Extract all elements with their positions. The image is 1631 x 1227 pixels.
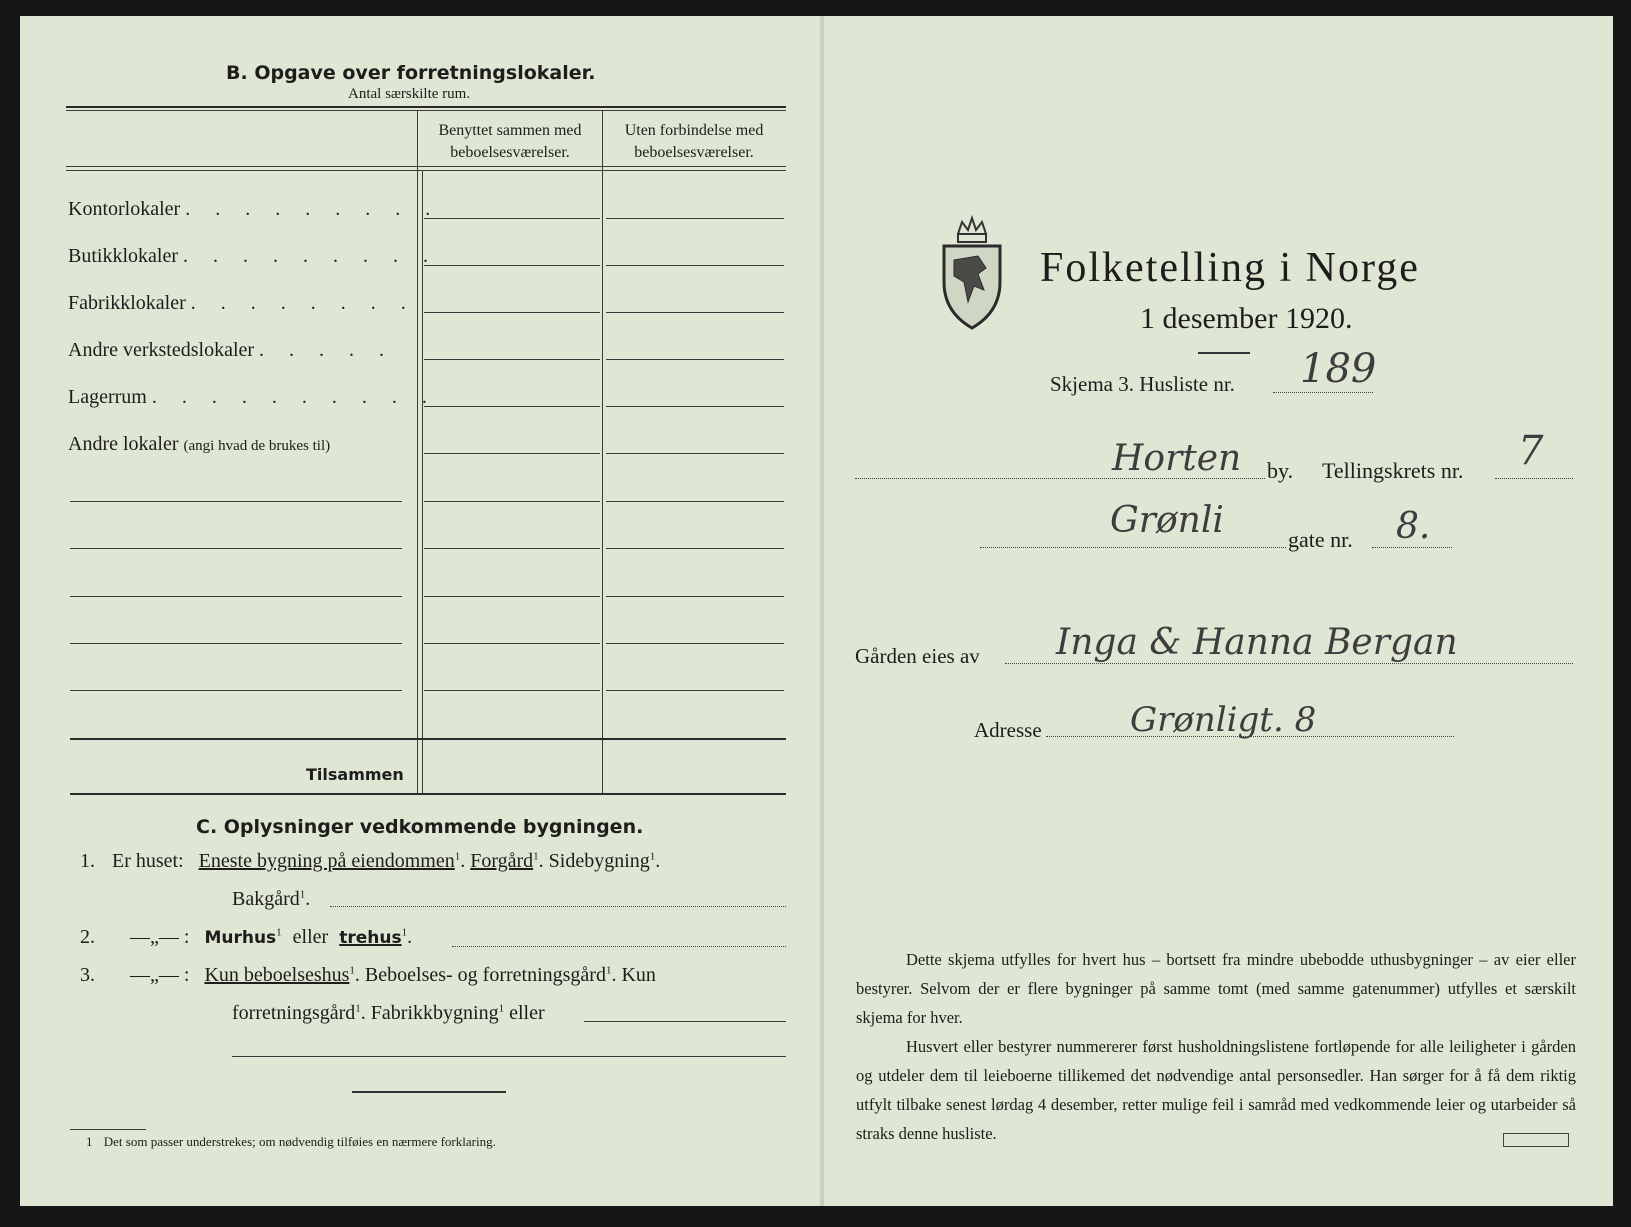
col2-header-line2: beboelsesværelser. bbox=[634, 144, 754, 161]
krets-line bbox=[1495, 478, 1573, 479]
cell-rule bbox=[424, 643, 600, 644]
krets-label: Tellingskrets nr. bbox=[1322, 458, 1464, 483]
cell-rule bbox=[424, 690, 600, 691]
cell-rule bbox=[606, 548, 784, 549]
footnote-text: Det som passer understrekes; om nødvendig tilføies en nærmere forklaring. bbox=[103, 1134, 496, 1149]
instruction-paragraph-1: Dette skjema utfylles for hvert hus – bortsett fra mindre ubebodde uthusbygninger – av eier eller bestyrer. Selvom der er flere bygninger på samme tomt (med samme gatenummer) utfylles et særskilt skjema for hver. bbox=[856, 950, 1576, 1027]
item-3-option-f: eller bbox=[509, 1002, 545, 1024]
total-rule-top bbox=[70, 738, 786, 740]
skjema-label: Skjema 3. Husliste nr. bbox=[1050, 372, 1235, 396]
item-1-option-b: Forgård$^1$. bbox=[470, 850, 544, 872]
item-2-question: —„— : bbox=[130, 926, 190, 948]
header-rule bbox=[66, 166, 786, 167]
cell-rule bbox=[606, 218, 784, 219]
item-2 bbox=[80, 926, 412, 949]
cell-rule bbox=[606, 690, 784, 691]
option-text: Eneste bygning på eiendommen bbox=[198, 850, 455, 872]
footnote-mark: 1 bbox=[349, 964, 355, 977]
by-label: by. bbox=[1267, 458, 1294, 483]
cell-rule bbox=[606, 453, 784, 454]
row-label-text: Butikklokaler bbox=[68, 245, 178, 267]
option-text: Fabrikkbygning bbox=[370, 1002, 499, 1024]
cell-rule bbox=[606, 406, 784, 407]
cell-rule bbox=[424, 359, 600, 360]
table-top-rule-2 bbox=[66, 110, 786, 111]
cell-rule bbox=[424, 596, 600, 597]
leader-dots: . . . . . . . . bbox=[190, 292, 416, 314]
item-3-option-e bbox=[371, 1002, 504, 1024]
cell-rule bbox=[424, 406, 600, 407]
eier-value[interactable]: Inga & Hanna Bergan bbox=[1056, 622, 1458, 663]
cell-rule bbox=[424, 312, 600, 313]
gate-nr-value[interactable]: 8. bbox=[1396, 506, 1431, 547]
cell-rule bbox=[424, 501, 600, 502]
census-date: 1 desember 1920. bbox=[1140, 302, 1353, 335]
cell-rule bbox=[424, 218, 600, 219]
cell-rule bbox=[606, 312, 784, 313]
item-3-option-b: Beboelses- og forretningsgård$^1$. bbox=[364, 964, 617, 986]
leader-dots: . . . . . . . . . bbox=[182, 245, 438, 267]
row-butikklokaler bbox=[68, 245, 438, 268]
table-top-rule bbox=[66, 106, 786, 108]
row-note: (angi hvad de brukes til) bbox=[183, 438, 331, 454]
gate-line bbox=[980, 547, 1286, 548]
title-rule bbox=[1198, 352, 1250, 354]
item-3-option-a: Kun beboelseshus$^1$. bbox=[204, 964, 360, 986]
adresse-label: Adresse bbox=[974, 718, 1042, 742]
section-b-title: B. Opgave over forretningslokaler. bbox=[226, 62, 596, 84]
eier-label: Gården eies av bbox=[855, 644, 980, 668]
fill-line bbox=[584, 1021, 786, 1022]
item-1 bbox=[80, 850, 790, 873]
col1-header-line1: Benyttet sammen med bbox=[438, 122, 582, 139]
option-text: Beboelses- og forretningsgård bbox=[364, 964, 606, 986]
item-3 bbox=[80, 964, 790, 987]
footnote-mark: 1 bbox=[454, 850, 461, 863]
cell-rule bbox=[606, 596, 784, 597]
fill-line bbox=[232, 1056, 786, 1057]
option-text: Bakgård bbox=[232, 888, 300, 910]
option-text: Forgård bbox=[470, 850, 534, 872]
option-text: Kun beboelseshus bbox=[204, 964, 350, 986]
item-1-num: 1. bbox=[80, 850, 95, 872]
eier-line bbox=[1005, 663, 1573, 664]
item-1-question: Er huset: bbox=[112, 850, 184, 872]
cell-rule bbox=[424, 453, 600, 454]
item-3-cont bbox=[232, 1002, 545, 1025]
leader-dots: . . . . . . . . . . bbox=[151, 386, 437, 408]
by-value[interactable]: Horten bbox=[1112, 438, 1242, 479]
footnote-mark: 1 bbox=[498, 1002, 505, 1015]
item-3-question: —„— : bbox=[130, 964, 190, 986]
section-end-rule bbox=[352, 1091, 506, 1093]
row-label-text: Andre lokaler bbox=[68, 433, 179, 455]
husliste-line bbox=[1273, 392, 1373, 393]
blank-line bbox=[70, 548, 402, 549]
gate-nr-line bbox=[1372, 547, 1452, 548]
form-title: Folketelling i Norge bbox=[1040, 245, 1420, 291]
footnote-rule bbox=[70, 1129, 146, 1130]
blank-line bbox=[70, 596, 402, 597]
instruction-paragraph-2: Husvert eller bestyrer nummererer først husholdningslistene fortløpende for alle leiligheter i gården og utdeler dem til leieboerne tillikemed det nødvendige antal personsedler. Han sørger for å få dem riktig utfylt tilbake senest lørdag 4 desember, retter mulige feil i samråd med vedkommende leier og utarbeider så straks denne husliste. bbox=[856, 1037, 1576, 1143]
col-divider-2 bbox=[602, 110, 603, 795]
row-label-text: Fabrikklokaler bbox=[68, 292, 186, 314]
adresse-value[interactable]: Grønligt. 8 bbox=[1130, 700, 1317, 740]
husliste-nr-value[interactable]: 189 bbox=[1300, 346, 1377, 392]
gate-label: gate nr. bbox=[1288, 527, 1353, 552]
printer-stamp bbox=[1503, 1133, 1569, 1147]
fill-line bbox=[330, 906, 786, 907]
cell-rule bbox=[424, 548, 600, 549]
blank-line bbox=[70, 690, 402, 691]
col2-header bbox=[604, 120, 784, 164]
section-b-subtitle: Antal særskilte rum. bbox=[348, 86, 471, 102]
by-line bbox=[855, 478, 1265, 479]
footnote-mark: 1 bbox=[299, 888, 306, 901]
item-3-num: 3. bbox=[80, 964, 95, 986]
footnote-mark: 1 bbox=[401, 926, 408, 939]
row-label-text: Lagerrum bbox=[68, 386, 147, 408]
footnote-mark: 1 bbox=[533, 850, 539, 863]
total-rule-bottom bbox=[70, 793, 786, 795]
section-c-title: C. Oplysninger vedkommende bygningen. bbox=[196, 816, 644, 838]
footnote-number: 1 bbox=[86, 1134, 93, 1149]
item-1-option-a: Eneste bygning på eiendommen$^1$. bbox=[198, 850, 466, 872]
item-2-or: eller bbox=[292, 926, 329, 948]
col1-header bbox=[420, 120, 600, 164]
header-rule-2 bbox=[66, 170, 786, 171]
option-text: Sidebygning bbox=[548, 850, 650, 872]
item-1-option-c: Sidebygning$^1$. bbox=[548, 850, 661, 872]
adresse-line bbox=[1046, 736, 1454, 737]
option-text: Murhus bbox=[204, 928, 277, 948]
cell-rule bbox=[606, 501, 784, 502]
footnote-mark: 1 bbox=[276, 926, 282, 939]
item-1-option-d: Bakgård$^1$. bbox=[232, 888, 311, 910]
row-label-text: Kontorlokaler bbox=[68, 198, 181, 220]
footnote-mark: 1 bbox=[605, 964, 612, 977]
item-3-option-c: Kun bbox=[621, 964, 656, 986]
cell-rule bbox=[606, 643, 784, 644]
col2-header-line1: Uten forbindelse med bbox=[624, 122, 764, 139]
row-fabrikklokaler bbox=[68, 292, 416, 315]
item-2-option-a bbox=[204, 926, 281, 948]
cell-rule bbox=[606, 359, 784, 360]
row-lagerrum bbox=[68, 386, 437, 409]
cell-rule bbox=[606, 265, 784, 266]
footnote-mark: 1 bbox=[355, 1002, 361, 1015]
item-2-num: 2. bbox=[80, 926, 95, 948]
fill-line bbox=[452, 946, 786, 947]
option-text: trehus bbox=[339, 928, 402, 948]
footnote bbox=[86, 1134, 496, 1150]
item-2-option-c: trehus$^1$. bbox=[339, 926, 413, 948]
leader-dots: . . . . . . . . . bbox=[185, 198, 441, 220]
cell-rule bbox=[424, 265, 600, 266]
option-text: forretningsgård bbox=[232, 1002, 356, 1024]
leader-dots: . . . . . bbox=[259, 339, 395, 361]
norway-coat-of-arms-icon bbox=[938, 212, 1006, 332]
footnote-mark: 1 bbox=[649, 850, 656, 863]
total-label: Tilsammen bbox=[306, 765, 404, 784]
instructions bbox=[856, 945, 1576, 1148]
blank-line bbox=[70, 501, 402, 502]
row-andre-verkstedslokaler bbox=[68, 339, 394, 362]
col1-header-line2: beboelsesværelser. bbox=[450, 144, 570, 161]
row-kontorlokaler bbox=[68, 198, 440, 221]
blank-line bbox=[70, 643, 402, 644]
gate-value[interactable]: Grønli bbox=[1110, 500, 1224, 541]
row-label-text: Andre verkstedslokaler bbox=[68, 339, 255, 361]
center-fold bbox=[820, 16, 824, 1206]
item-3-option-d: forretningsgård$^1$. bbox=[232, 1002, 366, 1024]
row-andre-lokaler bbox=[68, 433, 330, 456]
krets-value[interactable]: 7 bbox=[1518, 428, 1544, 474]
